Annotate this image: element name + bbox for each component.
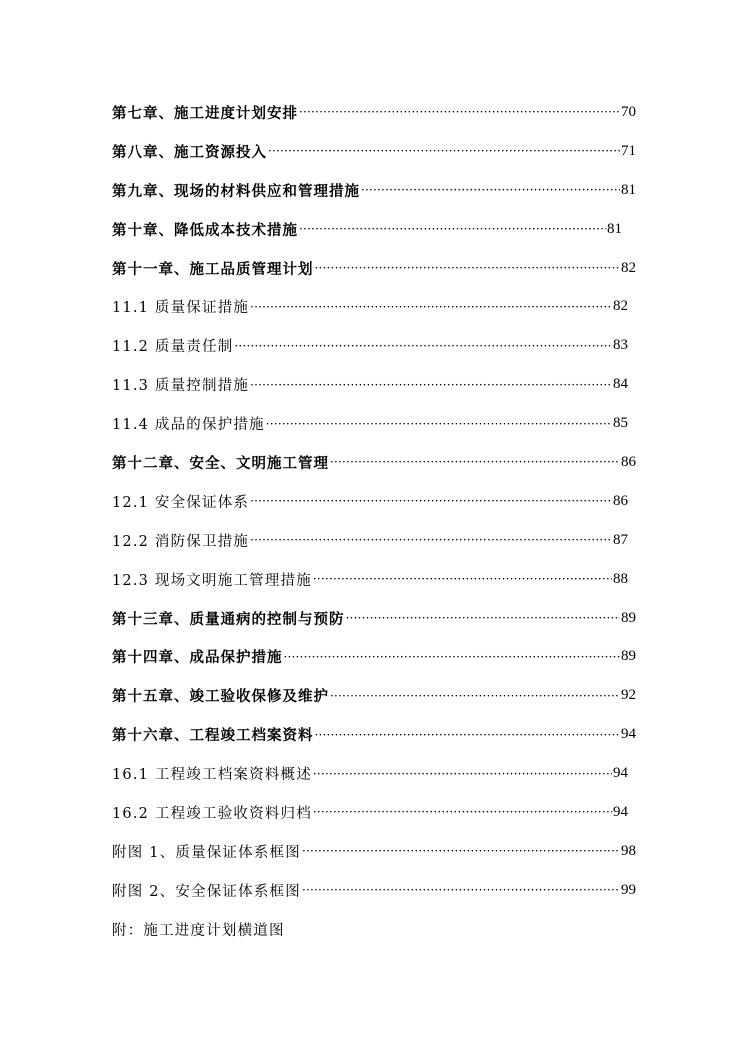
toc-dot-leader: [250, 301, 612, 313]
toc-dot-leader: [313, 806, 612, 818]
toc-entry-page-number: 94: [613, 803, 628, 820]
toc-entry-title: 11.1 质量保证措施: [112, 300, 250, 317]
toc-dot-leader: [284, 651, 621, 663]
toc-entry[interactable]: [112, 210, 622, 249]
toc-entry[interactable]: [112, 249, 636, 288]
table-of-contents: [112, 93, 636, 949]
toc-dot-leader: [361, 184, 620, 196]
toc-dot-leader: [330, 456, 620, 468]
toc-entry-title: 16.2 工程竣工验收资料归档: [112, 805, 312, 822]
toc-entry-title: 第十六章、工程竣工档案资料: [112, 727, 314, 745]
toc-entry-title: 第十三章、质量通病的控制与预防: [112, 610, 345, 628]
toc-entry[interactable]: [112, 793, 628, 832]
toc-entry-title: 第十二章、安全、文明施工管理: [112, 454, 329, 472]
toc-entry-title: 12.2 消防保卫措施: [112, 533, 250, 550]
toc-entry-title: 第十五章、竣工验收保修及维护: [112, 688, 329, 706]
toc-dot-leader: [234, 340, 612, 352]
toc-entry[interactable]: [112, 560, 628, 599]
toc-entry[interactable]: [112, 676, 636, 715]
toc-entry-title: 12.1 安全保证体系: [112, 494, 250, 511]
toc-dot-leader: [268, 145, 620, 157]
toc-dot-leader: [315, 262, 621, 274]
toc-entry[interactable]: [112, 326, 628, 365]
toc-entry-page-number: 83: [613, 337, 628, 354]
toc-entry-title: 第十四章、成品保护措施: [112, 649, 283, 667]
toc-entry-page-number: 81: [607, 220, 622, 237]
toc-entry-title: 附图 1、质量保证体系框图: [112, 844, 301, 861]
toc-entry-page-number: 70: [621, 103, 636, 120]
toc-entry-page-number: 87: [613, 531, 628, 548]
toc-dot-leader: [250, 495, 612, 507]
toc-dot-leader: [313, 768, 612, 780]
toc-dot-leader: [266, 418, 612, 430]
toc-entry-page-number: 86: [613, 492, 628, 509]
toc-entry-page-number: 99: [621, 881, 636, 898]
toc-entry-page-number: 82: [613, 298, 628, 315]
toc-entry[interactable]: [112, 521, 628, 560]
toc-dot-leader: [299, 106, 620, 118]
toc-entry-page-number: 88: [613, 570, 628, 587]
toc-dot-leader: [315, 729, 621, 741]
toc-entry[interactable]: [112, 832, 636, 871]
toc-dot-leader: [250, 534, 612, 546]
toc-entry-page-number: 98: [621, 842, 636, 859]
toc-entry[interactable]: [112, 482, 628, 521]
toc-entry[interactable]: [112, 404, 628, 443]
toc-entry[interactable]: [112, 871, 636, 910]
toc-dot-leader: [299, 223, 606, 235]
toc-dot-leader: [346, 612, 621, 624]
toc-entry[interactable]: [112, 287, 628, 326]
toc-entry-title: 16.1 工程竣工档案资料概述: [112, 767, 312, 784]
toc-entry-title: 第八章、施工资源投入: [112, 143, 267, 161]
toc-entry-title: 第九章、现场的材料供应和管理措施: [112, 182, 360, 200]
toc-entry-title: 12.3 现场文明施工管理措施: [112, 572, 312, 589]
toc-entry[interactable]: [112, 715, 636, 754]
toc-entry[interactable]: [112, 93, 636, 132]
toc-dot-leader: [330, 690, 620, 702]
toc-dot-leader: [250, 379, 612, 391]
toc-entry-page-number: 94: [613, 765, 628, 782]
toc-entry[interactable]: [112, 365, 628, 404]
toc-entry-page-number: 81: [621, 181, 636, 198]
toc-entry-page-number: 89: [621, 648, 636, 665]
toc-entry-page-number: 94: [621, 726, 636, 743]
toc-entry-page-number: 92: [621, 687, 636, 704]
toc-entry[interactable]: [112, 171, 636, 210]
toc-dot-leader: [313, 573, 612, 585]
toc-entry[interactable]: [112, 443, 636, 482]
toc-entry-title: 附：施工进度计划横道图: [112, 922, 285, 939]
toc-entry[interactable]: [112, 910, 636, 949]
toc-entry-title: 第七章、施工进度计划安排: [112, 104, 298, 122]
toc-entry-title: 附图 2、安全保证体系框图: [112, 883, 301, 900]
toc-entry[interactable]: [112, 599, 636, 638]
toc-entry[interactable]: [112, 754, 628, 793]
toc-entry-title: 第十一章、施工品质管理计划: [112, 260, 314, 278]
toc-entry[interactable]: [112, 637, 636, 676]
toc-entry-page-number: 84: [613, 376, 628, 393]
toc-entry-title: 11.4 成品的保护措施: [112, 417, 265, 434]
toc-entry-title: 11.3 质量控制措施: [112, 378, 250, 395]
toc-entry-page-number: 71: [621, 142, 636, 159]
toc-entry-page-number: 85: [613, 415, 628, 432]
toc-entry-page-number: 89: [621, 609, 636, 626]
toc-entry-title: 第十章、降低成本技术措施: [112, 221, 298, 239]
toc-entry-page-number: 82: [621, 259, 636, 276]
toc-dot-leader: [302, 845, 620, 857]
toc-entry[interactable]: [112, 132, 636, 171]
toc-dot-leader: [302, 884, 620, 896]
toc-entry-page-number: 86: [621, 453, 636, 470]
toc-entry-title: 11.2 质量责任制: [112, 339, 234, 356]
